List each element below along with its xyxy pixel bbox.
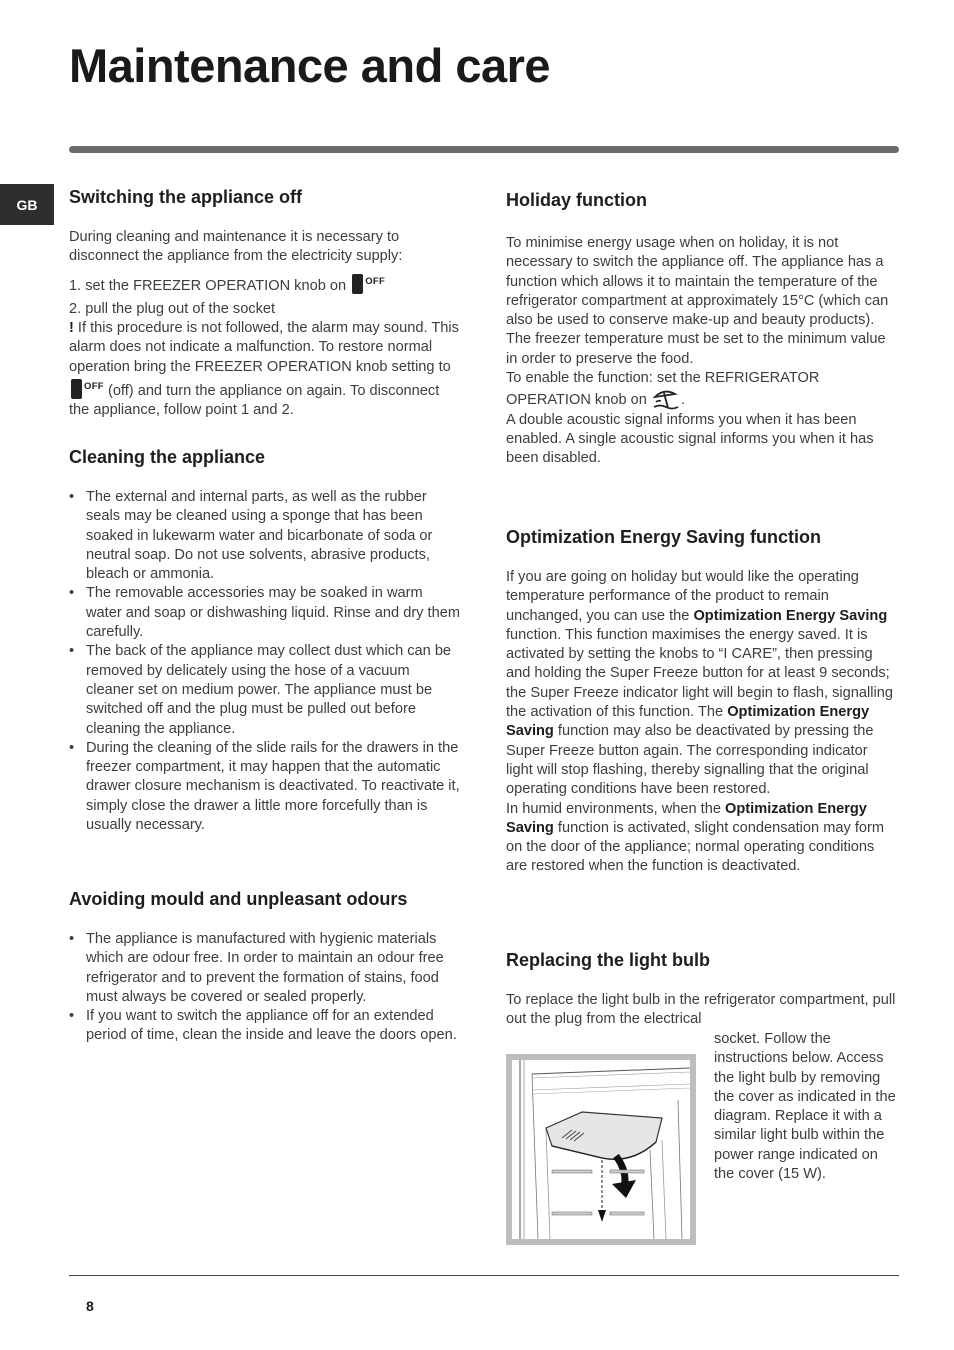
optimization-body bbox=[506, 568, 898, 877]
warning-mark: ! bbox=[69, 320, 74, 337]
switching-off-intro: During cleaning and maintenance it is necessary to disconnect the appliance from the electricity supply: bbox=[69, 229, 403, 265]
diagram-illustration bbox=[512, 1060, 690, 1239]
heading-holiday: Holiday function bbox=[506, 190, 647, 210]
knob-off-icon bbox=[71, 379, 82, 399]
bulb-side-text: socket. Follow the instructions below. Access the light bulb by removing the cover as indicated in the diagram. Replace it with a similar light bulb within the power range indicated on the cover (15 W). bbox=[714, 1031, 896, 1183]
heading-optimization: Optimization Energy Saving function bbox=[506, 527, 822, 547]
list-item: • The external and internal parts, as well as the rubber seals may be cleaned using a sponge that has been soaked in lukewarm water and bicarbonate of soda or neutral soap. Do not use solvents, abrasive products, bleach or ammonia. bbox=[69, 488, 461, 584]
holiday-enable-text: To enable the function: set the REFRIGERATOR OPERATION knob on bbox=[506, 370, 820, 409]
opt-bold: Optimization Energy Saving bbox=[506, 800, 867, 836]
diagram-canvas bbox=[512, 1060, 690, 1239]
off-symbol: OFF bbox=[84, 381, 104, 393]
heading-mould: Avoiding mould and unpleasant odours bbox=[69, 889, 408, 909]
holiday-enable bbox=[506, 369, 898, 411]
switching-off-step2: 2. pull the plug out of the socket bbox=[69, 300, 276, 317]
holiday-signal: A double acoustic signal informs you when it has been enabled. A single acoustic signal informs you when it has been disabled. bbox=[506, 411, 874, 467]
mould-list bbox=[69, 930, 461, 1046]
warning-text-b: (off) and turn the appliance on again. To disconnect the appliance, follow point 1 and 2. bbox=[69, 383, 440, 419]
list-item: • During the cleaning of the slide rails for the drawers in the freezer compartment, it may happen that the automatic drawer closure mechanism is deactivated. To reactivate it, simply close the drawer a little more forcefully than is usually necessary. bbox=[69, 739, 461, 835]
warning-text-a: If this procedure is not followed, the alarm may sound. This alarm does not indicate a malfunction. To restore normal operation bring the FREEZER OPERATION knob setting to bbox=[69, 320, 459, 375]
footer-divider bbox=[69, 1275, 899, 1276]
optimization-p2 bbox=[506, 800, 898, 877]
opt-text: function may also be deactivated by pressing the Super Freeze button again. The corresponding indicator light will stop flashing, thereby signalling that the original operating conditions have been restored. bbox=[506, 723, 874, 798]
list-item: • The removable accessories may be soaked in warm water and soap or dishwashing liquid. Rinse and dry them carefully. bbox=[69, 584, 461, 642]
list-item: • If you want to switch the appliance off for an extended period of time, clean the inside and leave the doors open. bbox=[69, 1007, 461, 1046]
header-divider bbox=[69, 146, 899, 153]
language-tab: GB bbox=[0, 184, 54, 225]
off-symbol: OFF bbox=[365, 275, 386, 287]
switching-off-warning bbox=[69, 319, 461, 420]
heading-switching-off: Switching the appliance off bbox=[69, 187, 303, 207]
cleaning-list bbox=[69, 488, 461, 835]
light-cover-diagram bbox=[506, 1054, 696, 1245]
knob-off-icon bbox=[352, 274, 363, 294]
opt-bold: Optimization Energy Saving bbox=[506, 704, 870, 740]
holiday-umbrella-icon bbox=[651, 388, 681, 410]
step1-text: 1. set the FREEZER OPERATION knob on bbox=[69, 277, 347, 294]
opt-text: function is activated, slight condensation may form on the door of the appliance; normal operating conditions are restored when the function is deactivated. bbox=[506, 819, 885, 875]
holiday-body bbox=[506, 234, 898, 469]
opt-text: In humid environments, when the bbox=[506, 800, 726, 817]
heading-bulb: Replacing the light bulb bbox=[506, 950, 710, 970]
heading-cleaning: Cleaning the appliance bbox=[69, 447, 266, 467]
list-item: • The back of the appliance may collect dust which can be removed by delicately using the hose of a vacuum cleaner set on medium power. The appliance must be switched off and the plug must be pulled out before cleaning the appliance. bbox=[69, 642, 461, 738]
opt-text: If you are going on holiday but would like the operating temperature performance of the product to remain unchanged, you can use the bbox=[506, 569, 859, 624]
switching-off-step1 bbox=[69, 272, 461, 296]
holiday-text: To minimise energy usage when on holiday, it is not necessary to switch the appliance off. The appliance has a function which allows it to maintain the temperature of the refrigerator compartment at approximately 15°C (which can also be used to conserve make-up and beauty products). The freezer temperature must be set to the minimum value in order to preserve the food. bbox=[506, 235, 889, 367]
bulb-intro: To replace the light bulb in the refrigerator compartment, pull out the plug from the electrical bbox=[506, 992, 896, 1028]
page-number: 8 bbox=[86, 1298, 94, 1314]
page-title: Maintenance and care bbox=[69, 39, 551, 92]
list-item: • The appliance is manufactured with hygienic materials which are odour free. In order to maintain an odour free refrigerator and to prevent the formation of stains, food must always be covered or sealed properly. bbox=[69, 930, 461, 1007]
opt-text: function. This function maximises the energy saved. It is activated by setting the knobs to “I CARE”, then pressing and holding the Super Freeze button for at least 9 seconds; the Super Freeze indicator light will begin to flash, signalling the activation of this function. The bbox=[506, 626, 893, 721]
opt-bold: Optimization Energy Saving bbox=[693, 607, 888, 624]
switching-off-body bbox=[69, 228, 461, 421]
optimization-p1 bbox=[506, 568, 898, 800]
holiday-enable-end: . bbox=[680, 392, 685, 409]
